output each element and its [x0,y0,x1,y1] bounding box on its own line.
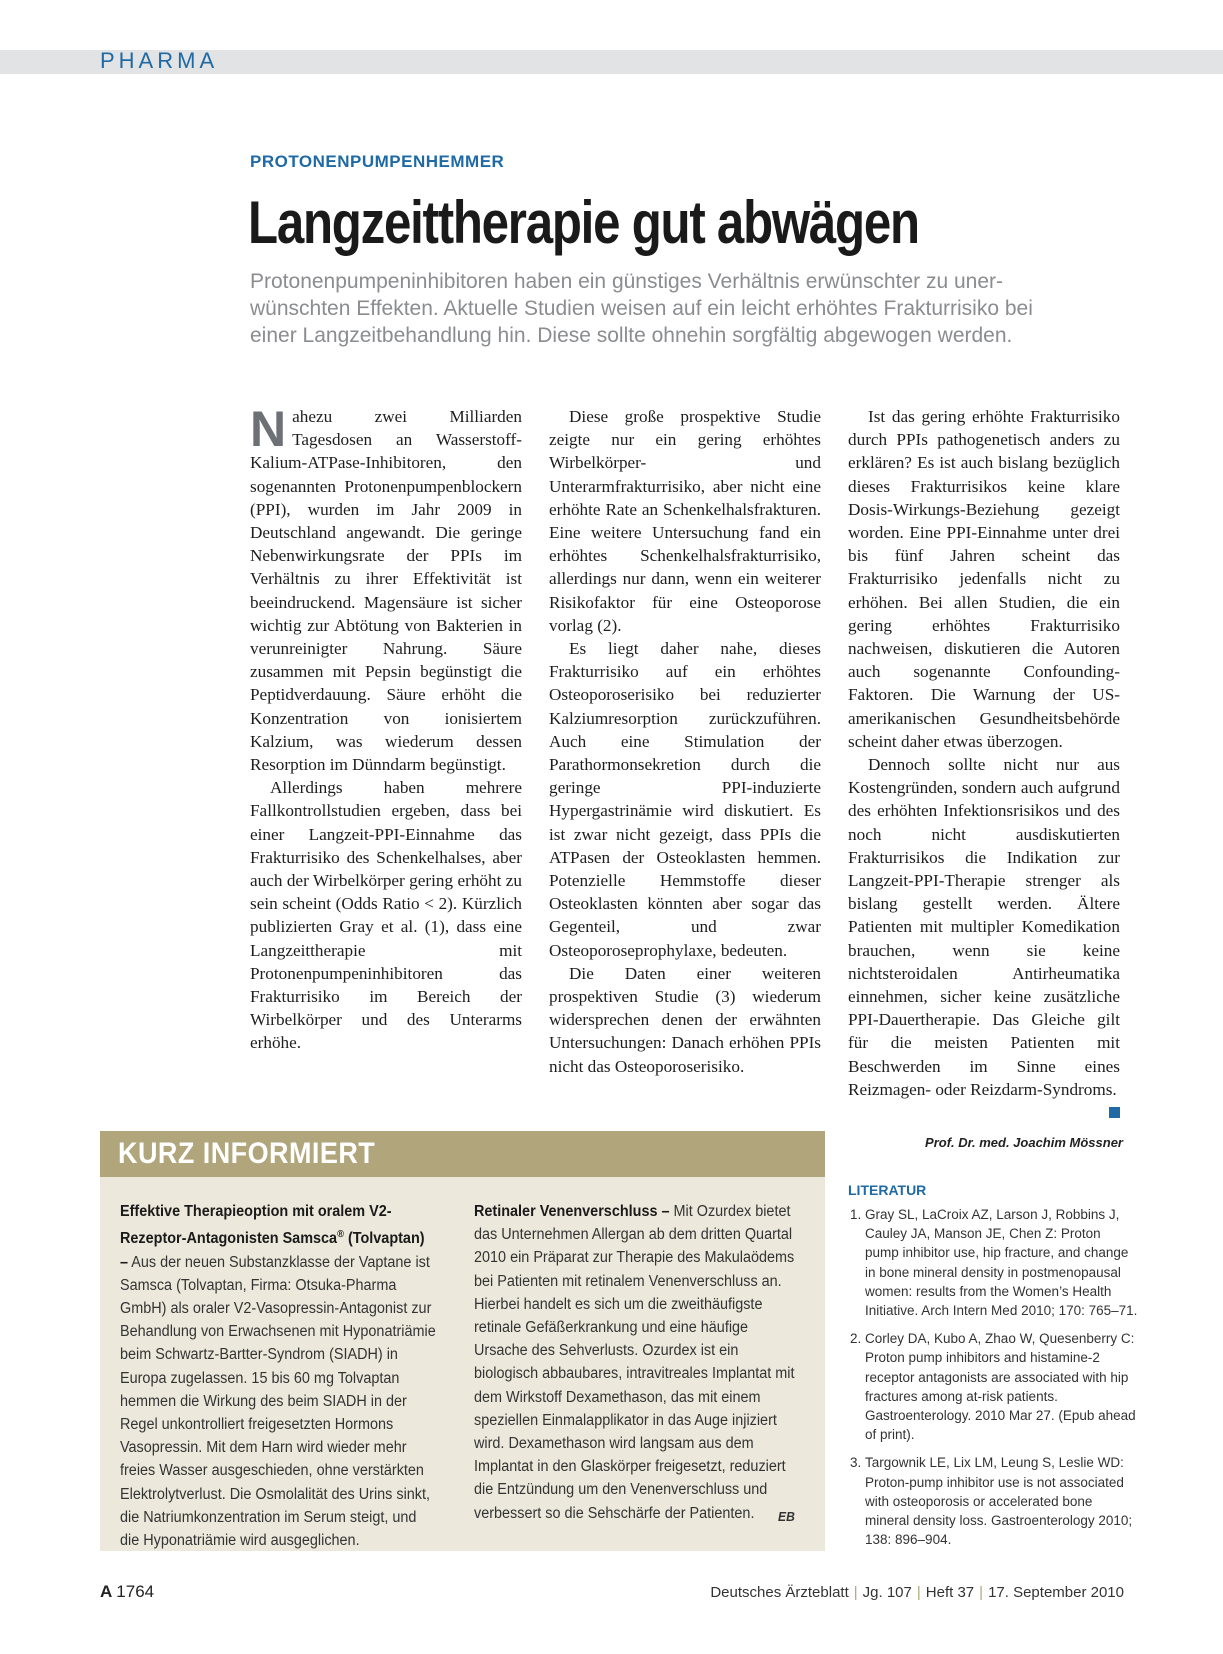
article-column-3 [848,405,1120,1118]
journal-issue: Heft 37 [925,1584,975,1601]
paragraph: Allerdings haben mehrere Fallkontrollstudien ergeben, dass bei einer Langzeit-PPI-Einnahme das Frakturrisiko des Schenkelhalses, aber auch der Wirbelkörper gering erhöht zu sein scheint (Odds Ratio < 2). Kürzlich publizierten Gray et al. (1), dass eine Langzeittherapie mit Protonenpumpeninhibitoren das Frakturrisiko im Bereich der Wirbelkörper und des Unterarms erhöhe. [250,778,522,1053]
news-lead-in: Effektive Therapieoption mit oralem V2-Rezeptor-Antagonisten Samsca® (Tolvaptan) – [120,1203,425,1271]
publication-info: Deutsches Ärzteblatt | Jg. 107 | Heft 37 | 17. September 2010 [710,1584,1124,1601]
journal-date: 17. September 2010 [988,1584,1124,1601]
article-kicker: PROTONENPUMPENHEMMER [250,152,505,171]
news-text [474,1200,795,1525]
paragraph-text: Dennoch sollte nicht nur aus Kostengründen, sondern auch aufgrund des erhöhten Infektionsrisikos und des noch nicht ausdiskutierten Frakturrisikos die Indikation zur Langzeit-PPI-Therapie strenger als bislang gestellt werden. Ältere Patienten mit multipler Komedikation brauchen, wenn sie keine nichtsteroidalen Antirheumatika einnehmen, sicher keine zusätzliche PPI-Dauertherapie. Das Gleiche gilt für die meisten Patienten mit Beschwerden im Sinne eines Reizmagen- oder Reizdarm-Syndroms. [848,755,1120,1099]
news-body: Aus der neuen Substanzklasse der Vaptane ist Samsca (Tolvaptan, Firma: Otsuka-Pharma GmbH) als oraler V2-Vasopressin-Antagonist zur Behandlung von Erwachsenen mit Hyponatriämie beim Schwartz-Bartter-Syndrom (SIADH) in Europa zugelassen. 15 bis 60 mg Tolvaptan hemmen die Wirkung des beim SIADH in der Regel unkontrolliert freigesetzten Hormons Vasopressin. Mit dem Harn wird wieder mehr freies Wasser ausgeschieden, ohne verstärkten Elektrolytverlust. Die Osmolalität des Urins sinkt, die Natriumkonzentration im Serum steigt, und die Hyponatriämie wird ausgeglichen. [120,1253,436,1549]
article-title: Langzeittherapie gut abwägen [248,189,919,256]
news-item [474,1200,795,1528]
lead-line: Protonenpumpeninhibitoren haben ein günstiges Verhältnis erwünschter zu uner- [250,270,1003,293]
paragraph-text: ahezu zwei Milliarden Tagesdosen an Wasserstoff-Kalium-ATPase-Inhibitoren, den sogenannten Protonenpumpenblockern (PPI), wurden im Jahr 2009 in Deutschland angewandt. Die geringe Nebenwirkungsrate der PPIs im Verhältnis zu ihrer Effektivität ist beeindruckend. Magensäure ist sicher wichtig zur Abtötung von Bakterien in verunreinigter Nahrung. Säure zusammen mit Pepsin begünstigt die Peptidverdauung. Säure erhöht die Konzentration von ionisiertem Kalzium, was wiederum dessen Resorption im Dünndarm begünstigt. [250,407,522,775]
reference-item: 1. Gray SL, LaCroix AZ, Larson J, Robbins J, Cauley JA, Manson JE, Chen Z: Proton pump inhibitor use, hip fracture, and change in bone mineral density in postmenopausal women: results from the Women’s Health Initiative. Arch Intern Med 2010; 170: 765–71. [865,1205,1138,1320]
news-text [120,1200,436,1552]
paragraph [250,401,522,776]
drop-cap: N [250,401,287,457]
paragraph [848,753,1120,1101]
paragraph: Ist das gering erhöhte Frakturrisiko durch PPIs pathogenetisch anders zu erklären? Es ist auch bislang bezüglich dieses Frakturrisikos keine klare Dosis-Wirkungs-Beziehung gezeigt worden. Eine PPI-Einnahme unter drei bis fünf Jahren scheint das Frakturrisiko jedenfalls nicht zu erhöhen. Bei allen Studien, die ein gering erhöhtes Frakturrisiko nachweisen, diskutieren die Autoren auch sogenannte Confounding-Faktoren. Die Warnung der US-amerikanischen Gesundheitsbehörde scheint daher etwas überzogen. [848,407,1120,751]
lead-line: wünschten Effekten. Aktuelle Studien weisen auf ein leicht erhöhtes Frakturrisiko bei [250,297,1033,320]
reference-item: 2. Corley DA, Kubo A, Zhao W, Quesenberry C: Proton pump inhibitors and histamine-2 receptor antagonists are associated with hip fractures among at-risk patients. Gastroenterology. 2010 Mar 27. (Epub ahead of print). [865,1329,1138,1444]
journal-name: Deutsches Ärzteblatt [710,1584,849,1601]
page-number: A 1764 [100,1582,155,1601]
article-column-2 [549,405,821,1078]
reference-item: 3. Targownik LE, Lix LM, Leung S, Leslie WD: Proton-pump inhibitor use is not associated with osteoporosis or accelerated bone mineral density loss. Gastroenterology 2010; 138: 896–904. [865,1453,1138,1549]
article-lead [250,268,1130,349]
lead-line: einer Langzeitbehandlung hin. Diese sollte ohnehin sorgfältig abgewogen werden. [250,324,1013,347]
paragraph: Es liegt daher nahe, dieses Frakturrisiko auf ein erhöhtes Osteoporoserisiko bei reduzierter Kalziumresorption zurückzuführen. Auch eine Stimulation der Parathormonsekretion durch die geringe PPI-induzierte Hypergastrinämie wird diskutiert. Es ist zwar nicht gezeigt, dass PPIs die ATPasen der Osteoklasten hemmen. Potenzielle Hemmstoffe dieser Osteoklasten könnten aber sogar das Gegenteil, und zwar Osteoporoseprophylaxe, bedeuten. [549,639,821,960]
news-lead-in: Retinaler Venenverschluss – [474,1203,670,1220]
paragraph: Die Daten einer weiteren prospektiven Studie (3) wiederum widersprechen denen der erwähnten Untersuchungen: Danach erhöhen PPIs nicht das Osteoporoserisiko. [549,963,821,1076]
literature-list [848,1205,1138,1558]
news-item [120,1200,436,1552]
news-signature: EB [778,1508,795,1524]
end-mark-icon [1109,1107,1120,1118]
news-body: Mit Ozurdex bietet das Unternehmen Allergan ab dem dritten Quartal 2010 ein Präparat zur Therapie des Makulaödems bei Patienten mit retinalem Venenverschluss an. Hierbei handelt es sich um die zweithäufigste retinale Gefäßerkrankung und eine häufige Ursache des Sehverlusts. Ozurdex ist ein biologisch abbaubares, intravitreales Implantat mit dem Wirkstoff Dexamethason, das mit einem speziellen Einmalapplikator in das Auge injiziert wird. Dexamethason wird langsam aus dem Implantat in den Glaskörper freigesetzt, reduziert die Entzündung um den Venenverschluss und verbessert so die Sehschärfe der Patienten. [474,1203,795,1522]
kurz-informiert-title: KURZ INFORMIERT [118,1137,376,1170]
section-label: PHARMA [100,48,219,73]
article-author: Prof. Dr. med. Joachim Mössner [925,1135,1123,1150]
journal-volume: Jg. 107 [862,1584,912,1601]
article-column-1 [250,401,522,1055]
literature-heading: LITERATUR [848,1182,927,1198]
paragraph: Diese große prospektive Studie zeigte nur ein gering erhöhtes Wirbelkörper- und Unterarmfrakturrisiko, aber nicht eine erhöhte Rate an Schenkelhalsfrakturen. Eine weitere Untersuchung fand ein erhöhtes Schenkelhalsfrakturrisiko, allerdings nur dann, wenn ein weiterer Risikofaktor für eine Osteoporose vorlag (2). [549,407,821,635]
